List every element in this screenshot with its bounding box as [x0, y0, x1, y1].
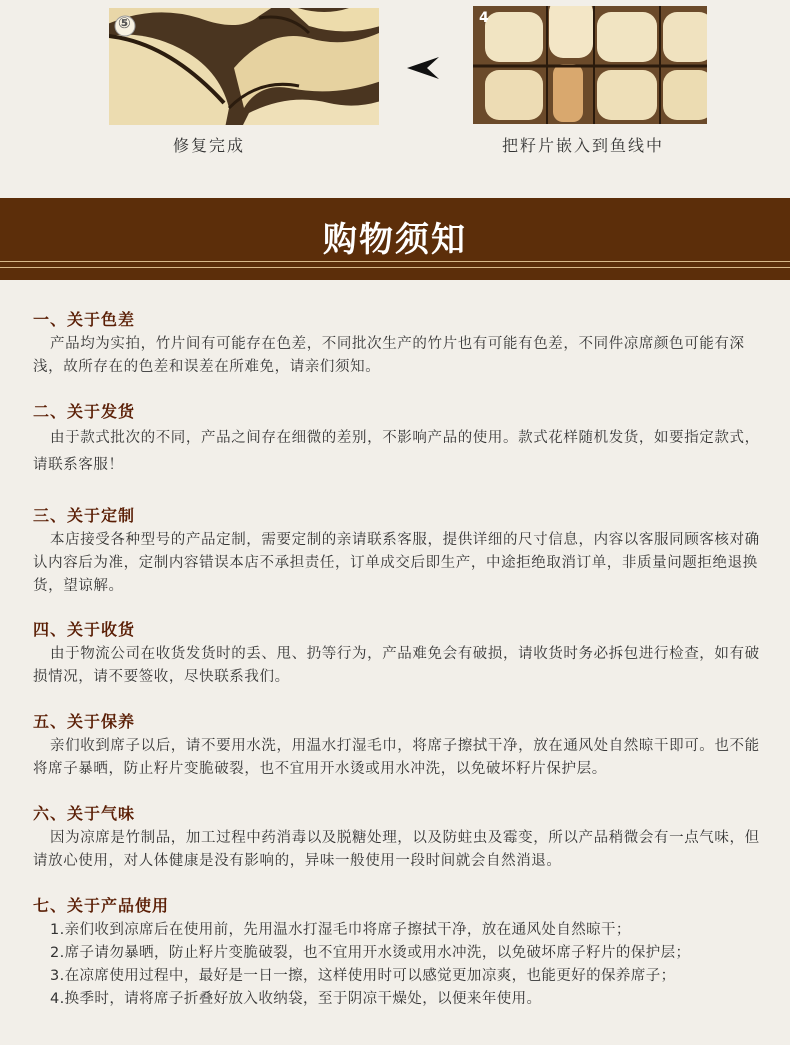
shopping-notice-banner — [0, 198, 790, 280]
usage-list — [33, 919, 763, 1011]
banner-divider-top — [0, 261, 790, 262]
banner-title: 购物须知 — [323, 220, 467, 260]
list-item: 4.换季时，请将席子折叠好放入收纳袋，至于阴凉干燥处，以便来年使用。 — [50, 991, 542, 1007]
section-title: 三、关于定制 — [33, 506, 136, 525]
section-title: 五、关于保养 — [33, 712, 136, 731]
bead-embedding-image — [473, 6, 707, 124]
process-photos — [0, 0, 790, 195]
step-number-5: ⑤ — [118, 14, 131, 32]
list-item: 1.亲们收到凉席后在使用前，先用温水打湿毛巾将席子擦拭干净，放在通风处自然晾干； — [50, 922, 631, 938]
section-product-usage — [33, 894, 763, 1011]
step-number-4: 4 — [479, 10, 489, 26]
section-shipping — [33, 400, 763, 479]
caption-embed-beads: 把籽片嵌入到鱼线中 — [502, 136, 665, 155]
section-odor — [33, 802, 763, 873]
section-title: 四、关于收货 — [33, 620, 136, 639]
repair-complete-photo — [109, 8, 379, 125]
embed-beads-photo — [473, 6, 707, 124]
section-title: 六、关于气味 — [33, 804, 136, 823]
section-maintenance — [33, 710, 763, 781]
left-arrow-icon — [405, 55, 441, 85]
section-receiving — [33, 618, 763, 689]
banner-divider-bottom — [0, 267, 790, 268]
caption-repair-complete: 修复完成 — [173, 136, 246, 155]
list-item: 3.在凉席使用过程中，最好是一日一擦，这样使用时可以感觉更加凉爽，也能更好的保养席子； — [50, 968, 676, 984]
finished-mat-image — [109, 8, 379, 125]
section-body: 由于物流公司在收货发货时的丢、甩、扔等行为，产品难免会有破损，请收货时务必拆包进行检查，如有破损情况，请不要签收，尽快联系我们。 — [33, 646, 760, 685]
section-body: 因为凉席是竹制品，加工过程中药消毒以及脱糖处理，以及防蛀虫及霉变，所以产品稍微会有一点气味，但请放心使用，对人体健康是没有影响的，异味一般使用一段时间就会自然消退。 — [33, 830, 760, 869]
section-title: 一、关于色差 — [33, 310, 136, 329]
section-color-difference — [33, 308, 763, 379]
section-customization — [33, 504, 763, 598]
section-body: 产品均为实拍，竹片间有可能存在色差，不同批次生产的竹片也有可能有色差，不同件凉席颜色可能有深浅，故所存在的色差和误差在所难免，请亲们须知。 — [33, 336, 745, 375]
section-body: 亲们收到席子以后，请不要用水洗，用温水打湿毛巾，将席子擦拭干净，放在通风处自然晾干即可。也不能将席子暴晒，防止籽片变脆破裂，也不宜用开水烫或用水冲洗，以免破坏籽片保护层。 — [33, 738, 760, 777]
list-item: 2.席子请勿暴晒，防止籽片变脆破裂，也不宜用开水烫或用水冲洗，以免破坏席子籽片的保护层； — [50, 945, 691, 961]
section-body: 本店接受各种型号的产品定制，需要定制的亲请联系客服，提供详细的尺寸信息，内容以客服同顾客核对确认内容后为准，定制内容错误本店不承担责任，订单成交后即生产，中途拒绝取消订单，非质量问题拒绝退换货，望谅解。 — [33, 532, 760, 594]
section-title: 七、关于产品使用 — [33, 896, 170, 915]
section-body: 由于款式批次的不同，产品之间存在细微的差别，不影响产品的使用。款式花样随机发货，如要指定款式，请联系客服！ — [33, 430, 760, 473]
section-title: 二、关于发货 — [33, 402, 136, 421]
